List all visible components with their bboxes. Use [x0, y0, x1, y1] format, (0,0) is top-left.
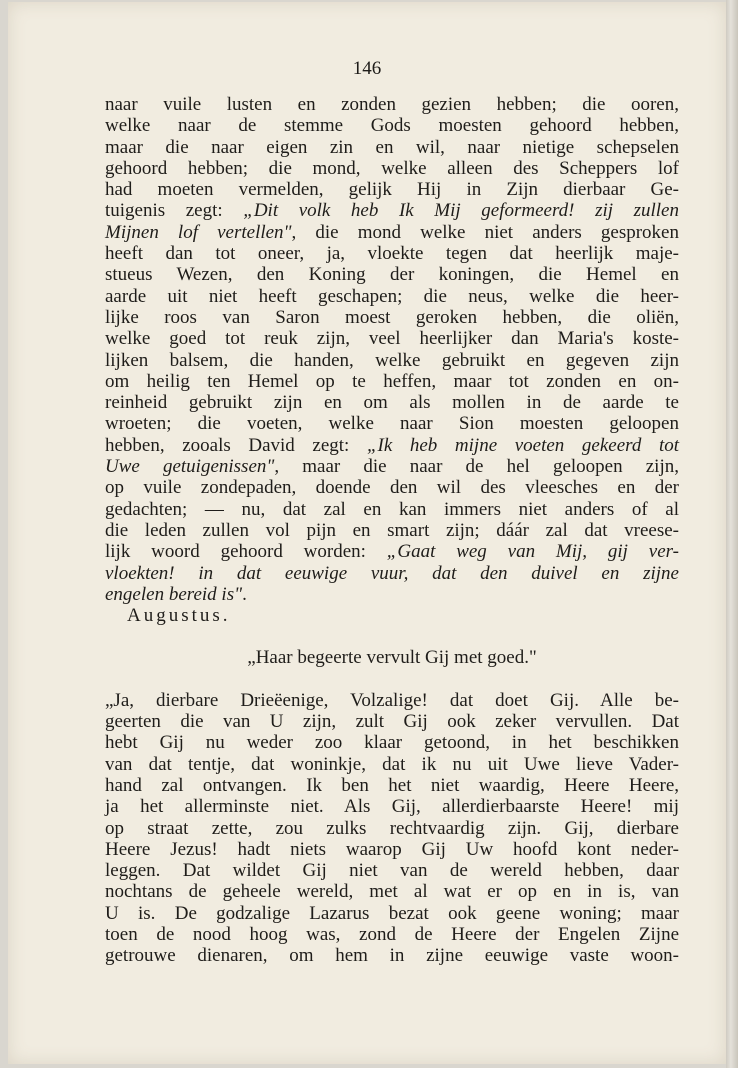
text-line: wroeten; die voeten, welke naar Sion moesten geloopen	[105, 413, 679, 435]
text-line	[105, 584, 679, 605]
spacer	[105, 626, 679, 647]
text-line: nochtans de geheele wereld, met al wat er op en in is, van	[105, 881, 679, 903]
text-line	[105, 222, 679, 243]
text-line: naar vuile lusten en zonden gezien hebben; die ooren,	[105, 94, 679, 115]
scripture-quote: „Ik heb mijne voeten gekeerd tot	[366, 434, 679, 456]
text-line: U is. De godzalige Lazarus bezat ook geene woning; maar	[105, 902, 679, 924]
text-line: getrouwe dienaren, om hem in zijne eeuwige vaste woon-	[105, 945, 679, 967]
text-line: geerten die van U zijn, zult Gij ook zeker vervullen. Dat	[105, 711, 679, 733]
scripture-quote: „Dit volk heb Ik Mij geformeerd! zij zullen	[243, 200, 679, 222]
text-segment: lijk woord gehoord worden:	[105, 541, 387, 563]
text-line: reinheid gebruikt zijn en om als mollen in de aarde te	[105, 392, 679, 414]
text-line: „Ja, dierbare Drieëenige, Volzalige! dat doet Gij. Alle be-	[105, 689, 679, 711]
text-line: stueus Wezen, den Koning der koningen, die Hemel en	[105, 264, 679, 286]
text-line: lijken balsem, die handen, welke gebruikt en gegeven zijn	[105, 349, 679, 371]
text-line: maar die naar eigen zin en wil, naar nietige schepselen	[105, 136, 679, 158]
text-line: van dat tentje, dat woninkje, dat ik nu uit Uwe lieve Vader-	[105, 753, 679, 775]
text-line: op vuile zondepaden, doende den wil des vleesches en der	[105, 477, 679, 499]
scripture-quote: vloekten! in dat eeuwige vuur, dat den duivel en zijne	[105, 562, 679, 584]
book-page	[8, 2, 726, 1064]
text-line: gedachten; — nu, dat zal en kan immers niet anders of al	[105, 498, 679, 520]
scripture-quote: „Gaat weg van Mij, gij ver-	[386, 541, 679, 563]
text-line: Heere Jezus! hadt niets waarop Gij Uw hoofd kont neder-	[105, 838, 679, 860]
text-segment: , maar die naar de hel geloopen zijn,	[274, 456, 679, 478]
text-segment: , die mond welke niet anders gesproken	[291, 221, 679, 243]
text-line: welke naar de stemme Gods moesten gehoord hebben,	[105, 115, 679, 137]
scripture-quote: engelen bereid is"	[105, 583, 243, 605]
text-line: die leden zullen vol pijn en smart zijn; dáár zal dat vreese-	[105, 519, 679, 541]
text-line: hand zal ontvangen. Ik ben het niet waardig, Heere Heere,	[105, 774, 679, 796]
text-line: heeft dan tot oneer, ja, vloekte tegen dat heerlijk maje-	[105, 243, 679, 265]
text-line	[105, 541, 679, 562]
text-line: hebt Gij nu weder zoo klaar getoond, in het beschikken	[105, 732, 679, 754]
text-line	[105, 435, 679, 456]
text-line: toen de nood hoog was, zond de Heere der Engelen Zijne	[105, 923, 679, 945]
text-segment: .	[242, 583, 247, 605]
text-line: ja het allerminste niet. Als Gij, allerdierbaarste Heere! mij	[105, 796, 679, 818]
text-line: had moeten vermelden, gelijk Hij in Zijn dierbaar Ge-	[105, 179, 679, 201]
spacer	[105, 669, 679, 690]
page-edge	[726, 0, 738, 1068]
text-line: welke goed tot reuk zijn, veel heerlijker dan Maria's koste-	[105, 328, 679, 350]
text-line: gehoord hebben; die mond, welke alleen des Scheppers lof	[105, 157, 679, 179]
page-number: 146	[352, 58, 382, 79]
motto-line: „Haar begeerte vervult Gij met goed."	[247, 647, 537, 669]
text-line	[105, 563, 679, 584]
text-line: leggen. Dat wildet Gij niet van de wereld hebben, daar	[105, 860, 679, 882]
text-segment: tuigenis zegt:	[105, 200, 244, 222]
text-line: om heilig ten Hemel op te heffen, maar tot zonden en on-	[105, 370, 679, 392]
text-line	[105, 456, 679, 477]
scripture-quote: Uwe getuigenissen"	[105, 456, 275, 478]
body-text	[105, 94, 679, 967]
text-line: op straat zette, zou zulks rechtvaardig zijn. Gij, dierbare	[105, 817, 679, 839]
scripture-quote: Mijnen lof vertellen"	[105, 221, 292, 243]
text-line: aarde uit niet heeft geschapen; die neus, welke die heer-	[105, 285, 679, 307]
text-line: lijke roos van Saron moest geroken hebben, die oliën,	[105, 306, 679, 328]
text-line	[105, 200, 679, 221]
date-heading: Augustus.	[127, 605, 231, 627]
text-segment: hebben, zooals David zegt:	[105, 434, 367, 456]
